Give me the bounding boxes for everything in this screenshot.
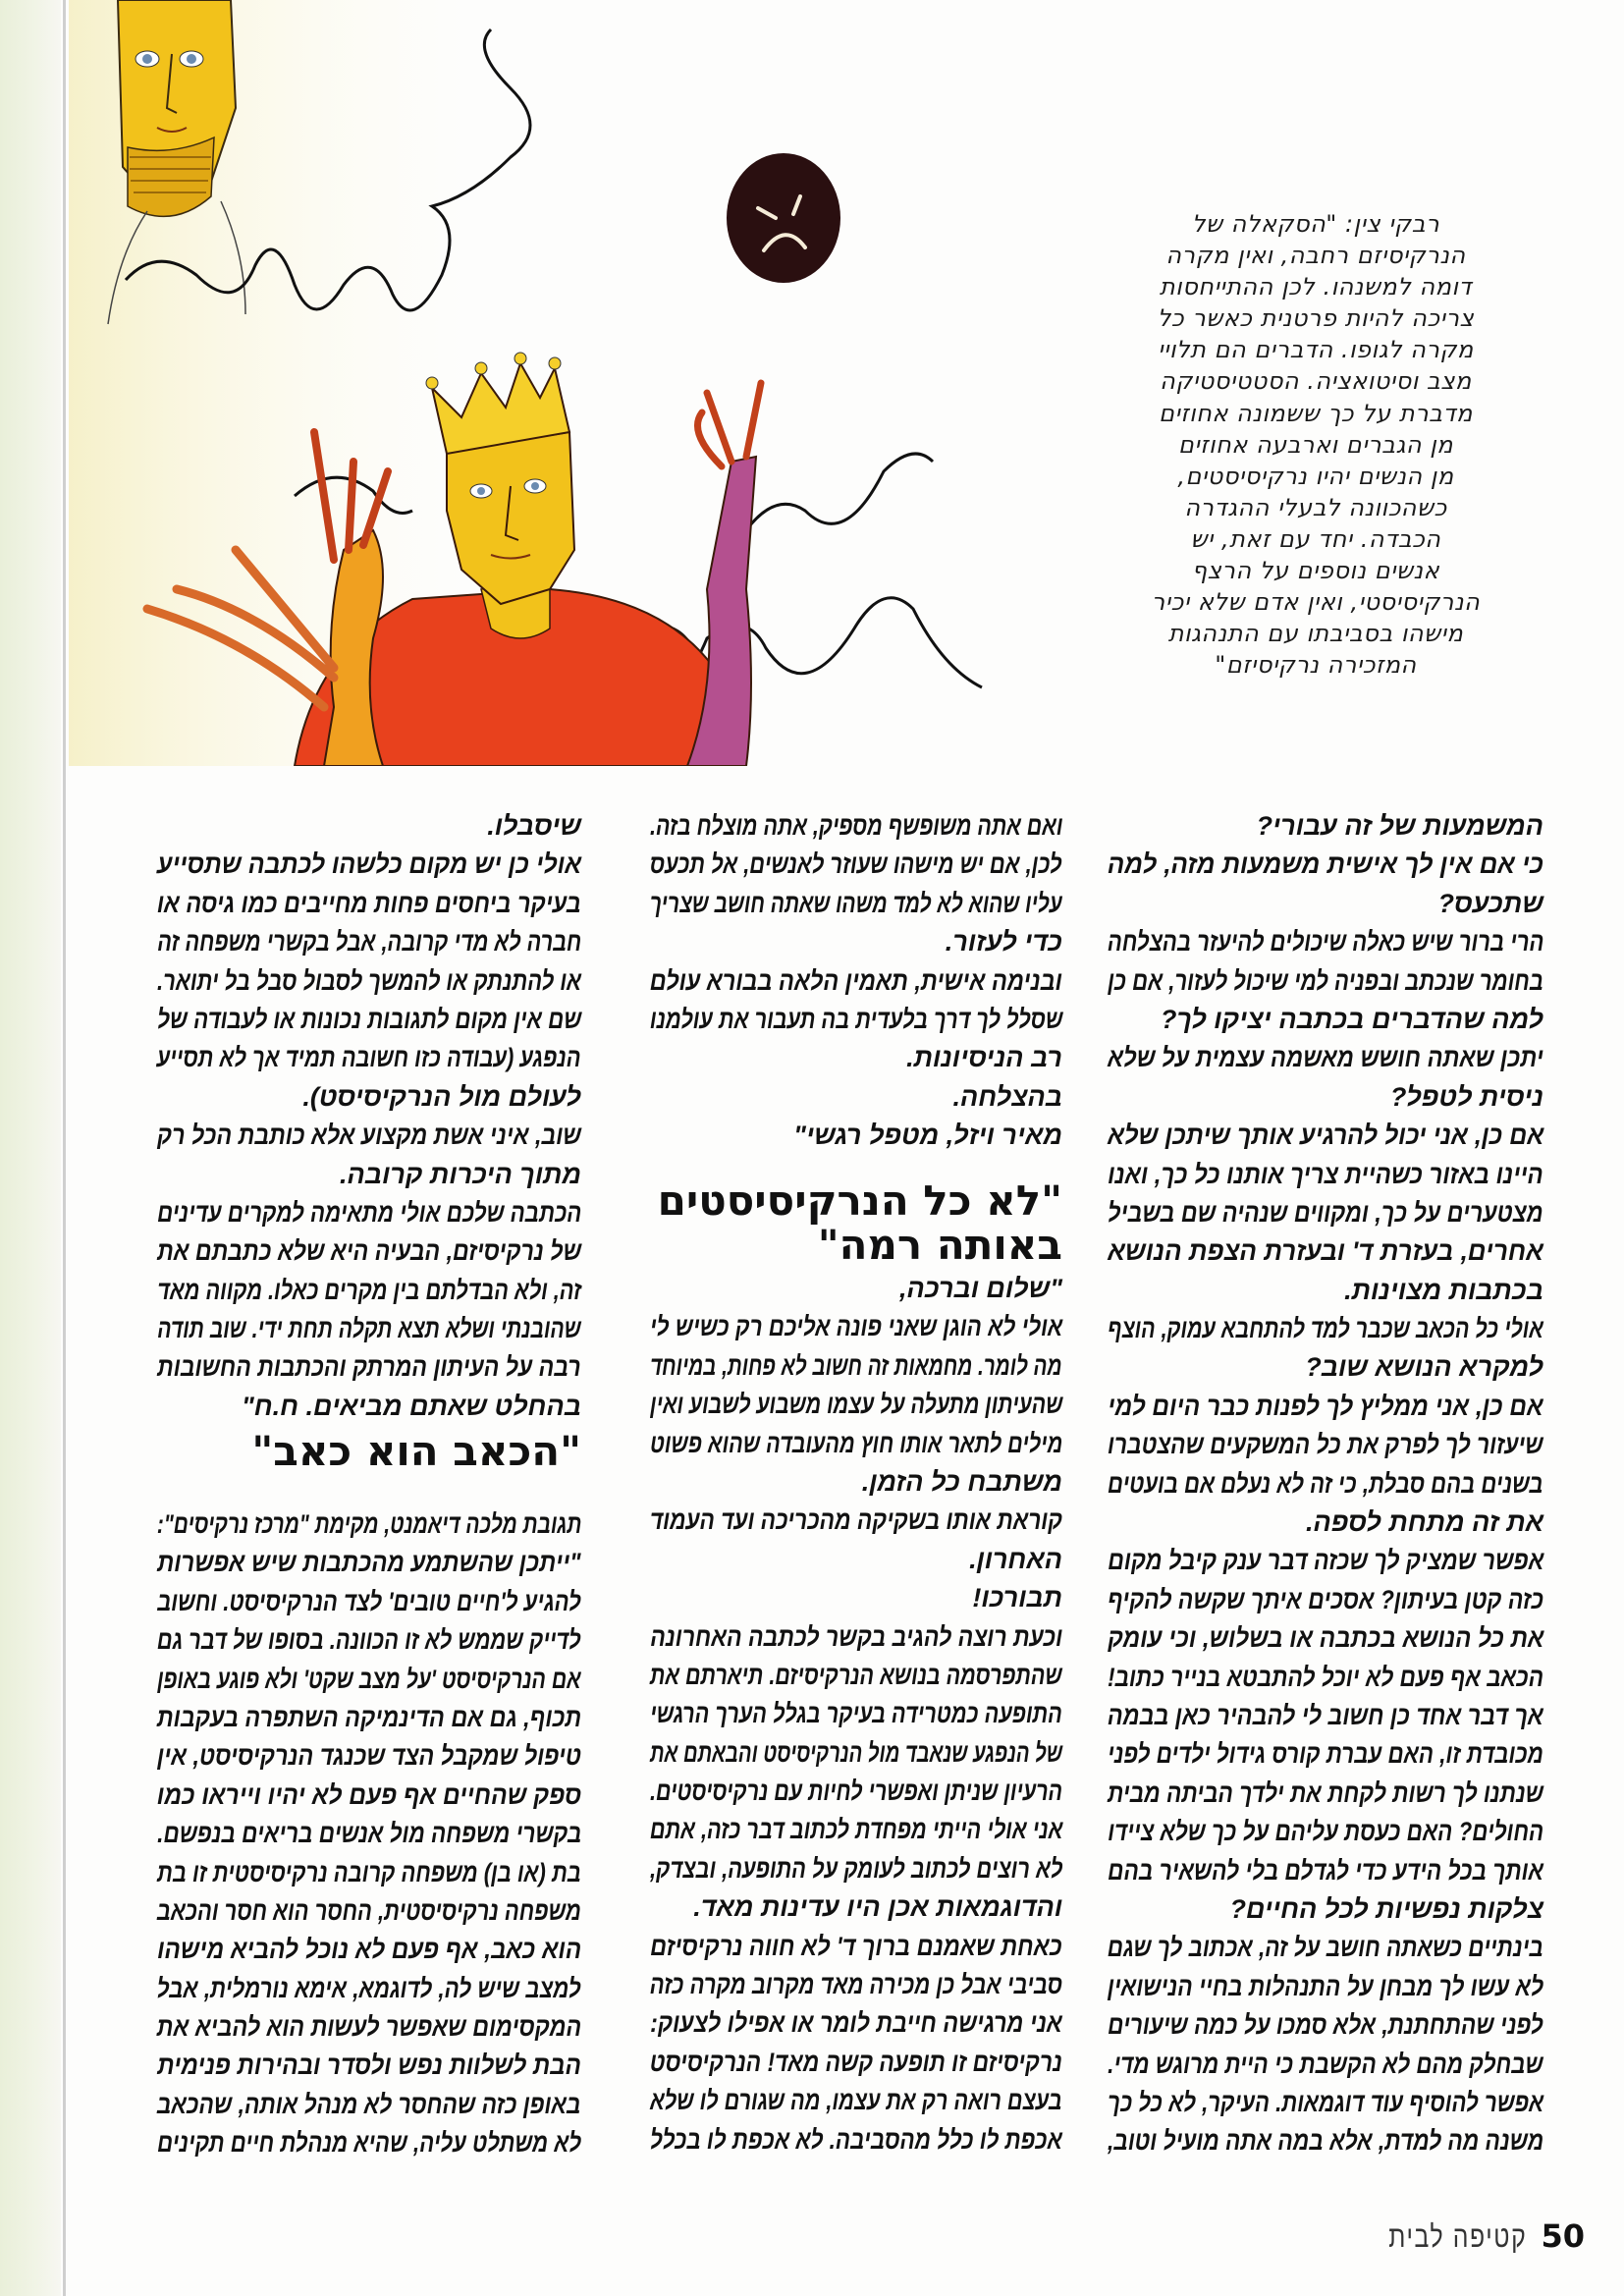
caption-line: צריכה להיות פרטנית כאשר כל: [1157, 304, 1475, 333]
text-line-content: צלקות נפשיות לכל החיים?: [1229, 1893, 1543, 1924]
text-line-content: אותך בכל הידע כדי לגדלם בלי להשאיר בהם: [1108, 1855, 1543, 1886]
text-line: [157, 1194, 581, 1232]
text-line: [157, 1001, 581, 1039]
text-line-content: מילים לתאר אותו חוץ מהעובדה שהוא פשוט: [649, 1428, 1062, 1458]
text-line-content: שהעיתון מתעלה על עצמו משבוע לשבוע ואין: [649, 1390, 1062, 1420]
text-line: [157, 2047, 581, 2085]
text-line: [1108, 807, 1543, 846]
text-line-content: לעולם מול הנרקיסיסט).: [302, 1081, 581, 1112]
text-line: [1108, 2006, 1543, 2045]
text-line: [157, 1892, 581, 1931]
text-line: [650, 1502, 1062, 1540]
text-line: [157, 885, 581, 923]
caption-line: אנשים נוספים על הרצף: [1191, 557, 1440, 585]
text-line-content: בינתיים כשאתה חושב על זה, אכתוב לך שגם: [1107, 1933, 1543, 1963]
text-line: [650, 1928, 1062, 1966]
text-line-content: קוראת אותו בשקיקה מהכריכה ועד העמוד: [649, 1505, 1062, 1536]
text-line-content: המשמעות של זה עבורי?: [1256, 811, 1543, 841]
text-line: [1108, 1039, 1543, 1077]
text-line-content: הנפגע (עבודה כזו חשובה תמיד אך לא תסייע: [157, 1043, 581, 1073]
text-line: [650, 2044, 1062, 2082]
text-line: [1108, 1272, 1543, 1310]
text-line-content: בכתבות מצוינות.: [1344, 1275, 1543, 1305]
text-line-content: אני אולי הייתי מפחדת לכתוב דבר כזה, אתם: [649, 1815, 1062, 1845]
text-line: [650, 1579, 1062, 1617]
text-line: [1108, 2046, 1543, 2084]
text-line: [1108, 1659, 1543, 1697]
text-line: [650, 1386, 1062, 1424]
text-line: [157, 1583, 581, 1621]
text-line-content: המקסימום שאפשר לעשות הוא להביא את: [156, 2012, 581, 2043]
caption-line: הכבדה. יחד עם זאת, יש: [1190, 524, 1441, 553]
text-line: [1108, 1156, 1543, 1194]
text-line: [650, 1347, 1062, 1386]
text-line: [1108, 2122, 1543, 2160]
text-line: [650, 1657, 1062, 1695]
text-line: [157, 1272, 581, 1310]
text-line-content: והדוגמאות אכן היו עדינות מאד.: [693, 1892, 1062, 1923]
text-line-content: שבחלק מהם לא הקשבת כי היית מרוגש מדי.: [1108, 2049, 1543, 2079]
text-line-content: בהצלחה.: [952, 1081, 1062, 1112]
text-line-content: וכעת רוצה להגיב בקשר לכתבה האחרונה: [650, 1621, 1062, 1652]
pull-quote-caption: [1119, 208, 1512, 681]
text-line: [1108, 1001, 1543, 1039]
text-line-content: אולי לא הוגן שאני פונה אליכם רק כשיש לי: [649, 1312, 1062, 1342]
text-line-content: שיסבלו.: [487, 811, 581, 841]
middle-section-heading: [658, 1178, 1062, 1267]
text-line: [157, 1661, 581, 1699]
text-line-content: אני מרגישה חייבת לומר או אפילו לצעוק:: [650, 2008, 1062, 2039]
text-line: [1108, 846, 1543, 884]
king-illustration: [69, 0, 1031, 766]
text-line-content: עליו שהוא לא למד משהו שאתה חושב שצריך: [650, 888, 1062, 918]
left-section-heading: "הכאב הוא כאב": [251, 1427, 581, 1475]
text-line: [157, 1621, 581, 1660]
text-line-content: שתכעס?: [1437, 888, 1543, 918]
text-line-content: תכוף, גם אם הדינמיקה השתפרה בעקבות: [156, 1702, 581, 1732]
text-line-content: בעיקר ביחסים פחות מחייבים כמו גיסה או: [157, 888, 581, 918]
text-line-content: של נרקיסיזם, הבעיה היא שלא כתבתם את: [157, 1236, 581, 1267]
text-line: [1108, 1775, 1543, 1813]
text-line: [157, 1232, 581, 1271]
left-column-bottom: [157, 1505, 581, 2163]
text-line-content: אך דבר אחד כן חשוב לי להבהיר כאן בבמה: [1108, 1700, 1543, 1730]
text-line-content: כי אם אין לך אישית משמעות מזה, למה: [1107, 849, 1543, 880]
text-line: [650, 1078, 1062, 1117]
text-line-content: שהתפרסמה בנושא הנרקיסיזם. תיארתם את: [650, 1660, 1062, 1690]
middle-column-bottom: [650, 1270, 1062, 2159]
text-line: [650, 1850, 1062, 1888]
text-line: [157, 807, 581, 846]
text-line: [1108, 1310, 1543, 1348]
text-line: [650, 846, 1062, 884]
text-line: [157, 1388, 581, 1426]
text-line: [1108, 1117, 1543, 1155]
text-line-content: סביבי אבל כן מכירה מאד מקרוב מקרה כזה: [649, 1970, 1062, 2000]
text-line: [1108, 1813, 1543, 1851]
text-line-content: אפשר שמציק לך שכזה דבר ענק קיבל מקום: [1107, 1546, 1543, 1576]
page-gutter: [0, 0, 61, 2296]
text-line: [1108, 1465, 1543, 1503]
caption-line: הנרקיסיסטי, ואין אדם שלא יכיר: [1151, 588, 1481, 617]
text-line-content: את כל הנושא בכתבה או בשלוש, וכי עומק: [1107, 1623, 1543, 1654]
text-line: [1108, 962, 1543, 1001]
text-line-content: התופעה כמטרידה בעיקר בגלל הערך הרגשי: [650, 1699, 1062, 1729]
text-line-content: לכן, אם יש מישהו שעוזר לאנשים, אל תכעס: [650, 849, 1062, 880]
text-line-content: משפחה נרקיסיסטית, החסר הוא חסר והכאב: [156, 1895, 581, 1926]
caption-line: המזכירה נרקיסיזם": [1215, 651, 1417, 680]
text-line-content: אפשר להוסיף עוד דוגמאות. העיקר, לא כל כך: [1107, 2087, 1543, 2117]
caption-line: הנרקיסיזם רחבה, ואין מקרה: [1165, 242, 1466, 270]
text-line-content: אחרים, בעזרת ד' ובעזרת הצפת הנושא: [1108, 1236, 1543, 1267]
text-line: [1108, 923, 1543, 961]
text-line-content: לא עשו לך מבחן על התנהלות בחיי הנישואין: [1107, 1971, 1543, 2001]
caption-line: דומה למשנהו. לכן ההתייחסות: [1159, 273, 1473, 301]
text-line-content: החולים? האם כעסת עליהם על כך שלא ציידו: [1108, 1817, 1543, 1847]
text-line: [650, 1117, 1062, 1155]
text-line: [1108, 1929, 1543, 1967]
text-line: [157, 923, 581, 961]
text-line: [650, 2121, 1062, 2159]
text-line-content: בחומר שנכתב ובפניה למי שיכול לעזור, אם כן: [1108, 965, 1543, 996]
middle-column-top: [650, 807, 1062, 1156]
text-line-content: מאיר ויזל, מטפל רגשי": [793, 1121, 1062, 1151]
text-line-content: בשנים בהם סבלת, כי זה לא נעלם אם בועטים: [1108, 1468, 1543, 1499]
text-line-content: רב הניסיונות.: [906, 1043, 1062, 1073]
text-line-content: כזה קטן בעיתון? אסכים איתך שקשה להקיף: [1108, 1584, 1543, 1614]
text-line: [650, 1811, 1062, 1849]
text-line: [650, 1773, 1062, 1811]
text-line: [650, 1734, 1062, 1773]
text-line: [157, 1117, 581, 1155]
text-line-content: בקשרי משפחה מול אנשים בריאים בנפשם.: [156, 1819, 581, 1849]
text-line: [1108, 1852, 1543, 1890]
text-line: [650, 807, 1062, 846]
text-line: [1108, 1619, 1543, 1658]
text-line: [650, 1888, 1062, 1927]
text-line: [157, 2008, 581, 2047]
text-line-content: את זה מתחת לספה.: [1306, 1507, 1543, 1538]
text-line: [1108, 1968, 1543, 2006]
text-line-content: או להתנתק או להמשך לסבול סבל בל יתואר.: [157, 965, 581, 996]
text-line-content: להגיע ל'חיים טובים' לצד הנרקיסיסט. וחשוב: [157, 1586, 581, 1616]
text-line: [650, 2082, 1062, 2120]
text-line: [157, 1854, 581, 1892]
left-column-top: [157, 807, 581, 1426]
text-line-content: שסלל לך דרך בלעדית בה תעבור את עולמנו: [649, 1004, 1062, 1034]
text-line: [1108, 1426, 1543, 1464]
text-line: [157, 1737, 581, 1776]
text-line-content: היינו באזור כשהיית צריך אותנו כל כך, ואנו: [1108, 1159, 1543, 1189]
text-line: [1108, 1542, 1543, 1580]
text-line: [157, 2124, 581, 2162]
text-line-content: שהובנתי ושלא תצא תקלה תחת ידי. שוב תודה: [157, 1314, 581, 1344]
text-line: [650, 1425, 1062, 1463]
text-line: [157, 1310, 581, 1348]
text-line-content: הבת לשלוות נפש ולסדר ובהירות פנימית: [157, 2050, 581, 2081]
text-line: [650, 1618, 1062, 1657]
text-line-content: מה לומר. מחמאות זה חשוב לא פחות, במיוחד: [650, 1350, 1062, 1381]
text-line-content: משתבח כל הזמן.: [861, 1466, 1062, 1497]
caption-line: מישהו בסביבתו עם התנהגות: [1167, 620, 1464, 648]
text-line-content: אולי כן יש מקום כלשהו לכתבה שתסייע: [156, 849, 581, 880]
text-line-content: של הנפגע שנאבד מול הנרקיסיסט והבאתם את: [649, 1737, 1062, 1768]
text-line-content: הרעיון שניתן ואפשרי לחיות עם נרקיסיסטים.: [649, 1777, 1062, 1807]
text-line: [1108, 1735, 1543, 1774]
text-line: [1108, 1890, 1543, 1929]
text-line-content: למה שהדברים בכתבה יציקו לך?: [1160, 1004, 1543, 1034]
text-line: [157, 1699, 581, 1737]
caption-line: מצב וסיטואציה. הסטטיסטיקה: [1160, 367, 1472, 396]
text-line-content: "ייתכן שהשתמע מהכתבות שיש אפשרות: [157, 1548, 581, 1578]
text-line-content: מצטערים על כך, ומקווים שנהיה שם בשביל: [1108, 1197, 1543, 1228]
text-line: [157, 962, 581, 1001]
caption-line: רבקי צין: "הסקאלה של: [1191, 210, 1440, 238]
text-line-content: מתוך היכרות קרובה.: [340, 1159, 581, 1189]
text-line-content: בעצם רואה רק את עצמו, מה שגורם לו שלא: [650, 2086, 1062, 2116]
text-line: [1108, 1078, 1543, 1117]
text-line-content: תגובת מלכה דיאמנט, מקימת "מרכז נרקיסים":: [156, 1509, 581, 1539]
text-line-content: לא משתלט עליה, שהיא מנהלת חיים תקינים: [157, 2128, 581, 2159]
text-line-content: הרי ברור שיש כאלה שיכולים להיעזר בהצלחה: [1107, 927, 1543, 957]
text-line-content: לפני שהתחתנת, אלא סמכו על כמה שיעורים: [1108, 2010, 1543, 2041]
text-line: [650, 1039, 1062, 1077]
text-line: [650, 1541, 1062, 1579]
text-line-content: למצב שיש לה, לדוגמא, אימא נורמלית, אבל: [157, 1973, 581, 2003]
text-line: [1108, 1232, 1543, 1271]
text-line-content: אכפת לו כלל מהסביבה. לא אכפת לו בכלל: [650, 2124, 1062, 2155]
caption-line: כשהכוונה לבעלי ההגדרה: [1184, 493, 1447, 521]
text-line-content: חברה לא מדי קרובה, אבל בקשרי משפחה זה: [157, 927, 581, 957]
page-number: 50: [1541, 2217, 1585, 2255]
text-line: [1108, 1581, 1543, 1619]
text-line: [650, 1001, 1062, 1039]
text-line: [650, 885, 1062, 923]
caption-line: מדברת על כך ששמונה אחוזים: [1159, 399, 1473, 427]
text-line: [157, 1970, 581, 2008]
text-line-content: כדי לעזור.: [945, 927, 1062, 957]
text-line: [1108, 1388, 1543, 1426]
text-line-content: לדייק שממש לא זו הכוונה. בסופו של דבר גם: [157, 1625, 581, 1656]
text-line-content: "שלום וברכה,: [899, 1274, 1062, 1303]
text-line-content: הוא כאב, אף פעם לא נוכל להביא מישהו: [156, 1935, 581, 1965]
text-line-content: באופן כזה שהחסר לא מנהל אותה, שהכאב: [157, 2089, 581, 2119]
text-line: [1108, 1194, 1543, 1232]
text-line-content: בהחלט שאתם מביאים. ח.ח": [241, 1391, 581, 1421]
text-line: [157, 2086, 581, 2124]
text-line: [650, 1966, 1062, 2004]
text-line-content: רבה על העיתון המרתק והכתבות החשובות: [157, 1352, 581, 1383]
text-line-content: משנה מה למדת, אלא במה אתה מועיל וטוב,: [1107, 2126, 1543, 2157]
page-spine-line: [63, 0, 66, 2296]
text-line: [157, 1039, 581, 1077]
text-line-content: טיפול שמקבל הצד שכנגד הנרקיסיסט, אין: [157, 1741, 581, 1772]
text-line: [157, 1544, 581, 1582]
magazine-name: קטיפה לבית: [1388, 2219, 1528, 2254]
text-line-content: כאחת שאמנם ברוך ד' לא חווה נרקיסיזם: [650, 1931, 1062, 1961]
text-line-content: הכאב אף פעם לא יוכל להתבטא בנייר כתוב!: [1107, 1662, 1543, 1692]
caption-line: מן הנשים יהיו נרקיסיסטים,: [1177, 462, 1454, 490]
text-line: [650, 1270, 1062, 1308]
text-line-content: תבורכו!: [972, 1583, 1062, 1613]
text-line-content: יתכן שאתה חושש מאשמה עצמית על שלא: [1108, 1043, 1543, 1073]
text-line: [650, 2004, 1062, 2043]
text-line: [157, 1931, 581, 1969]
caption-line: מקרה לגופו. הדברים הם תלויי: [1158, 336, 1474, 364]
text-line-content: לא רוצים לכתוב לעומק על התופעה, ובצדק,: [649, 1853, 1062, 1884]
text-line-content: ובנימה אישית, תאמין הלאה בבורא עולם: [650, 965, 1062, 996]
text-line-content: למקרא הנושא שוב?: [1305, 1352, 1543, 1383]
text-line-content: זה, ולא הבדלתם בין מקרים כאלו. מקווה מאד: [157, 1275, 581, 1305]
heading-line: באותה רמה": [817, 1221, 1062, 1269]
text-line-content: שנתנו לך רשות לקחת את ילדך הביתה מבית: [1108, 1777, 1543, 1808]
text-line: [157, 846, 581, 884]
text-line-content: ספק שהחיים אף פעם לא יהיו וייראו כמו: [156, 1779, 581, 1810]
right-column: [1108, 807, 1543, 2161]
text-line: [650, 1463, 1062, 1502]
text-line: [157, 1156, 581, 1194]
heading-line: "לא כל הנרקיסיסטים: [657, 1176, 1062, 1225]
text-line: [1108, 2084, 1543, 2122]
text-line: [650, 1308, 1062, 1346]
text-line-content: אם הנרקיסיסט 'על מצב שקט' ולא פוגע באופן: [157, 1664, 581, 1694]
text-line-content: בת (או בן) משפחה קרובה נרקיסיסטית זו בת: [157, 1857, 581, 1887]
text-line: [157, 1505, 581, 1544]
text-line-content: מכובדת זו, האם עברת קורס גידול ילדים לפני: [1108, 1739, 1543, 1770]
text-line: [1108, 885, 1543, 923]
text-line-content: נרקיסיזם זו תופעה קשה מאד! הנרקיסיסט: [650, 2047, 1062, 2077]
text-line-content: אם כן, אני ממליץ לך לפנות כבר היום למי: [1108, 1391, 1543, 1421]
text-line-content: ואם אתה משופשף מספיק, אתה מוצלח בזה.: [649, 811, 1062, 841]
text-line: [1108, 1503, 1543, 1542]
text-line: [650, 962, 1062, 1001]
text-line-content: אולי כל הכאב שכבר למד להתחבא עמוק, הוצף: [1108, 1314, 1543, 1344]
text-line: [157, 1815, 581, 1853]
angry-face-ball-icon: [727, 153, 840, 283]
text-line-content: שוב, איני אשת מקצוע אלא כותבת הכל רק: [156, 1121, 581, 1151]
text-line: [650, 923, 1062, 961]
page-footer: [1354, 2217, 1585, 2255]
text-line: [650, 1695, 1062, 1733]
text-line: [1108, 1348, 1543, 1387]
caption-line: מן הגברים וארבעה אחוזים: [1177, 430, 1454, 459]
text-line-content: שם אין מקום לתגובות נכונות או לעבודה של: [156, 1004, 581, 1034]
text-line: [157, 1078, 581, 1117]
text-line: [1108, 1697, 1543, 1735]
text-line-content: האחרון.: [969, 1544, 1062, 1574]
text-line-content: הכתבה שלכם אולי מתאימה למקרים עדינים: [156, 1197, 581, 1228]
text-line: [157, 1348, 581, 1387]
text-line-content: אם כן, אני יכול להרגיע אותך שיתכן שלא: [1107, 1121, 1543, 1151]
text-line: [157, 1777, 581, 1815]
text-line-content: שיעזור לך לפרק את כל המשקעים שהצטברו: [1108, 1430, 1543, 1460]
text-line-content: ניסית לטפל?: [1389, 1081, 1543, 1112]
